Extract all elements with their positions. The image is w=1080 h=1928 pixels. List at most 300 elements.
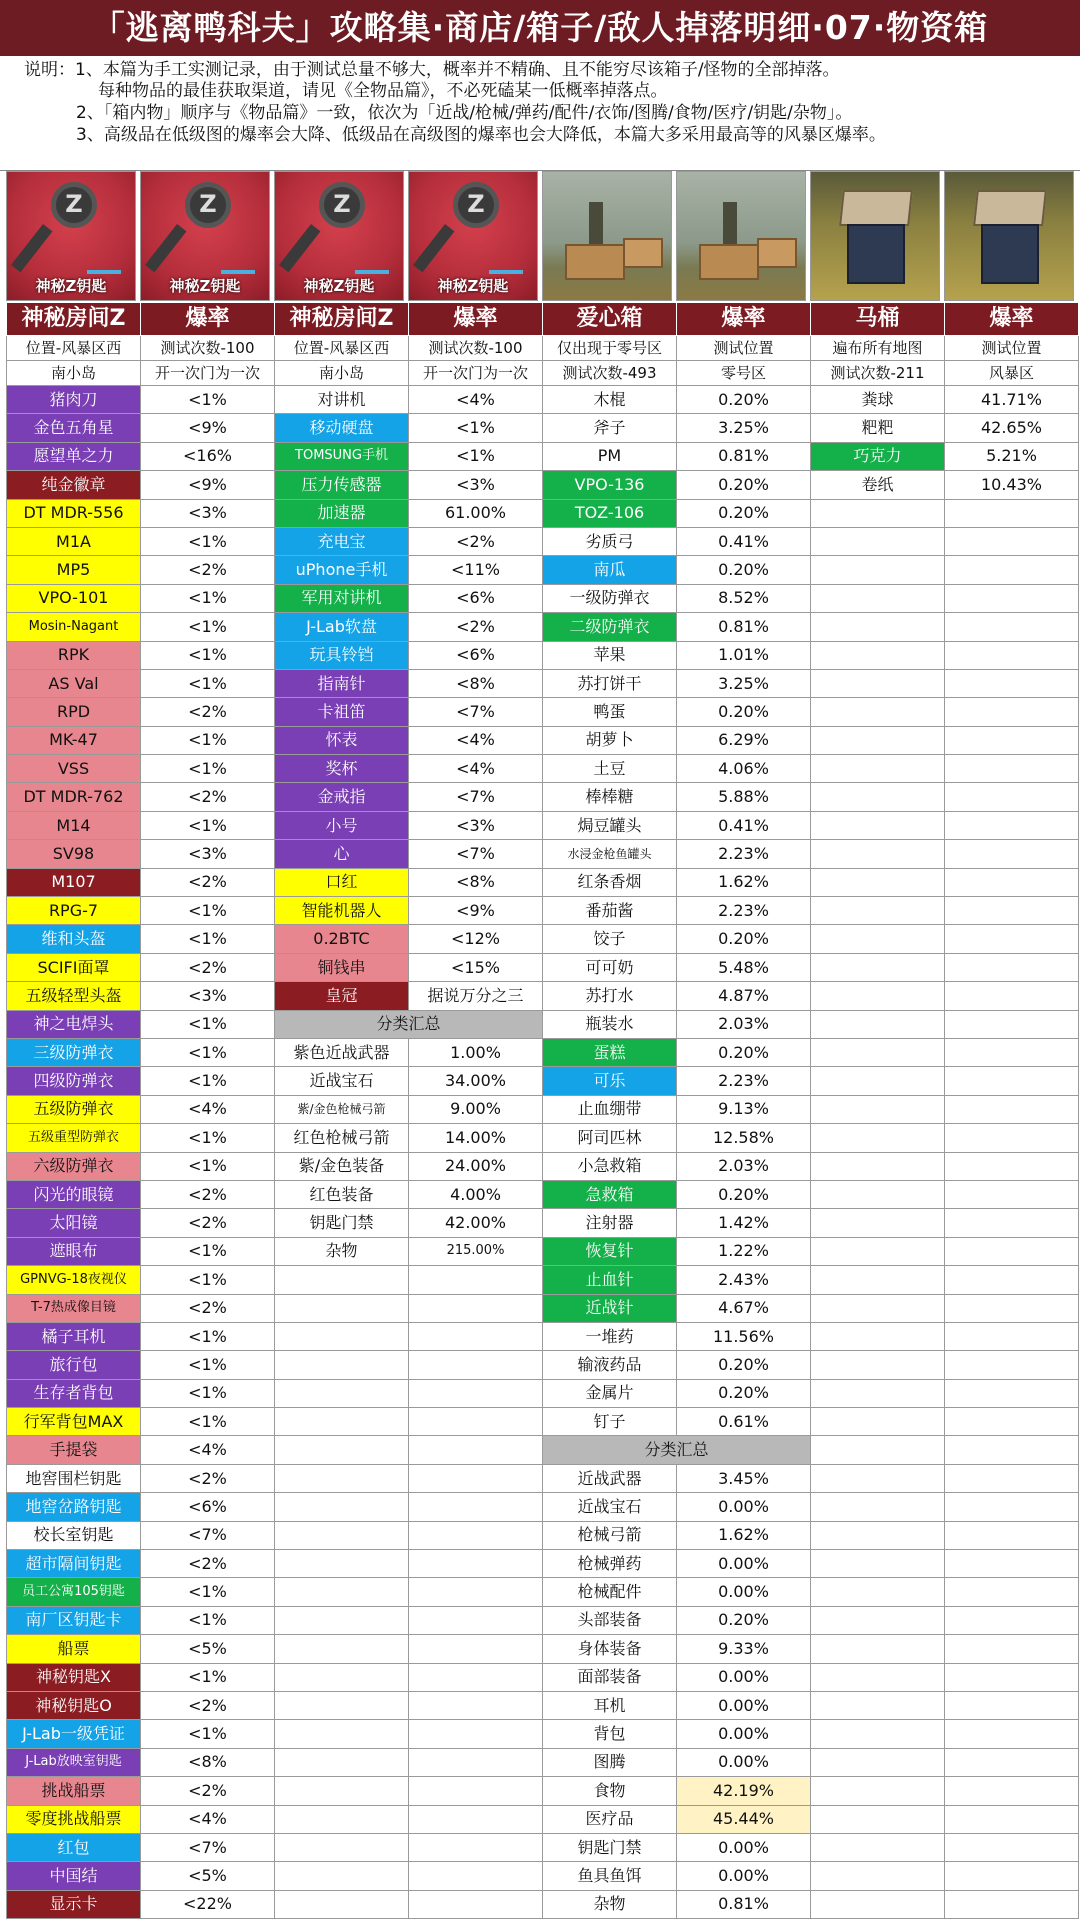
item-cell: 二级防弹衣 <box>543 613 677 641</box>
rate-cell: <1% <box>141 1237 275 1265</box>
item-cell: 智能机器人 <box>275 897 409 925</box>
item-cell: PM <box>543 442 677 470</box>
item-cell: RPD <box>7 698 141 726</box>
item-cell <box>811 1748 945 1776</box>
rate-cell: 4.87% <box>677 982 811 1010</box>
item-cell: 卷纸 <box>811 471 945 499</box>
item-cell: 近战宝石 <box>543 1493 677 1521</box>
rate-cell <box>409 1777 543 1805</box>
item-cell <box>811 1124 945 1152</box>
item-cell <box>811 1635 945 1663</box>
column-header: 马桶 <box>811 303 945 336</box>
rate-cell: 5.21% <box>945 442 1079 470</box>
item-cell <box>811 1777 945 1805</box>
rate-cell <box>945 1606 1079 1634</box>
item-cell: 瓶装水 <box>543 1010 677 1038</box>
outhouse-image <box>810 171 940 301</box>
item-cell: GPNVG-18夜视仪 <box>7 1266 141 1294</box>
rate-cell <box>945 1095 1079 1123</box>
item-cell: 棒棒糖 <box>543 783 677 811</box>
table-row <box>7 1635 1079 1663</box>
item-cell: 急救箱 <box>543 1180 677 1208</box>
rate-cell: 24.00% <box>409 1152 543 1180</box>
rate-cell: <1% <box>141 527 275 555</box>
item-cell <box>811 1180 945 1208</box>
rate-cell: 3.25% <box>677 669 811 697</box>
rate-cell: 据说万分之三 <box>409 982 543 1010</box>
rate-cell <box>945 783 1079 811</box>
item-cell <box>275 1294 409 1322</box>
table-row <box>7 414 1079 442</box>
item-cell: 钥匙门禁 <box>543 1833 677 1861</box>
rate-cell: <2% <box>141 1550 275 1578</box>
rate-cell <box>945 641 1079 669</box>
table-row <box>7 1521 1079 1549</box>
rate-cell <box>945 840 1079 868</box>
table-row <box>7 982 1079 1010</box>
image-row <box>6 171 1078 301</box>
rate-cell <box>409 1862 543 1890</box>
table-row <box>7 1833 1079 1861</box>
item-cell: 太阳镜 <box>7 1209 141 1237</box>
rate-cell: 5.48% <box>677 953 811 981</box>
table-row <box>7 783 1079 811</box>
rate-cell: <4% <box>409 726 543 754</box>
rate-cell: 9.33% <box>677 1635 811 1663</box>
item-cell: 饺子 <box>543 925 677 953</box>
item-cell: 手提袋 <box>7 1436 141 1464</box>
item-cell <box>275 1777 409 1805</box>
rate-cell: <7% <box>141 1833 275 1861</box>
rate-cell <box>945 1890 1079 1918</box>
rate-cell <box>945 499 1079 527</box>
image-caption: 神秘Z钥匙 <box>35 277 107 295</box>
rate-cell: 0.20% <box>677 386 811 414</box>
rate-cell: 0.00% <box>677 1663 811 1691</box>
item-cell: 土豆 <box>543 755 677 783</box>
item-cell: MP5 <box>7 556 141 584</box>
item-cell: 神秘钥匙X <box>7 1663 141 1691</box>
rate-cell: <8% <box>409 669 543 697</box>
rate-cell: 0.00% <box>677 1691 811 1719</box>
love-crate-image <box>676 171 806 301</box>
rate-cell: <1% <box>409 414 543 442</box>
item-cell <box>811 1038 945 1066</box>
item-cell: 钉子 <box>543 1408 677 1436</box>
rate-cell: <1% <box>141 897 275 925</box>
rate-cell: 0.20% <box>677 1180 811 1208</box>
rate-cell: 8.52% <box>677 584 811 612</box>
table-row <box>7 1124 1079 1152</box>
item-cell: J-Lab一级凭证 <box>7 1720 141 1748</box>
subheader-cell: 开一次门为一次 <box>141 361 275 386</box>
rate-cell <box>409 1521 543 1549</box>
rate-cell: <3% <box>409 471 543 499</box>
subheader-cell: 测试位置 <box>945 336 1079 361</box>
item-cell <box>275 1351 409 1379</box>
item-cell: DT MDR-556 <box>7 499 141 527</box>
table-row <box>7 953 1079 981</box>
item-cell: VPO-101 <box>7 584 141 612</box>
column-header: 爱心箱 <box>543 303 677 336</box>
rate-cell <box>945 1237 1079 1265</box>
rate-cell: 0.20% <box>677 698 811 726</box>
rate-cell <box>409 1493 543 1521</box>
rate-cell: <8% <box>409 868 543 896</box>
rate-cell: 41.71% <box>945 386 1079 414</box>
rate-cell: 0.41% <box>677 811 811 839</box>
item-cell: 卡祖笛 <box>275 698 409 726</box>
rate-cell <box>945 1180 1079 1208</box>
item-cell: 心 <box>275 840 409 868</box>
table-row <box>7 499 1079 527</box>
rate-cell: <1% <box>141 1351 275 1379</box>
item-cell <box>275 1805 409 1833</box>
item-cell: RPG-7 <box>7 897 141 925</box>
rate-cell <box>945 1408 1079 1436</box>
item-cell: TOZ-106 <box>543 499 677 527</box>
rate-cell: <1% <box>141 1322 275 1350</box>
mystery-key-image: Z 神秘Z钥匙 <box>408 171 538 301</box>
item-cell: 紫色近战武器 <box>275 1038 409 1066</box>
rate-cell: 0.20% <box>677 471 811 499</box>
item-cell <box>275 1606 409 1634</box>
rate-cell: <1% <box>141 755 275 783</box>
item-cell: AS Val <box>7 669 141 697</box>
rate-cell: <1% <box>141 584 275 612</box>
rate-cell: <2% <box>141 556 275 584</box>
item-cell <box>275 1720 409 1748</box>
item-cell: 铜钱串 <box>275 953 409 981</box>
item-cell: 水浸金枪鱼罐头 <box>543 840 677 868</box>
item-cell: 可乐 <box>543 1067 677 1095</box>
column-header: 爆率 <box>409 303 543 336</box>
rate-cell: 0.00% <box>677 1720 811 1748</box>
rate-cell: 0.00% <box>677 1862 811 1890</box>
table-row <box>7 442 1079 470</box>
item-cell: 充电宝 <box>275 527 409 555</box>
rate-cell: <1% <box>141 1152 275 1180</box>
item-cell: 医疗品 <box>543 1805 677 1833</box>
item-cell: 四级防弹衣 <box>7 1067 141 1095</box>
rate-cell: 0.00% <box>677 1833 811 1861</box>
subheader-cell: 零号区 <box>677 361 811 386</box>
table-row <box>7 868 1079 896</box>
item-cell <box>275 1691 409 1719</box>
item-cell: 头部装备 <box>543 1606 677 1634</box>
image-caption: 神秘Z钥匙 <box>303 277 375 295</box>
item-cell <box>811 584 945 612</box>
item-cell <box>811 1010 945 1038</box>
table-row <box>7 1720 1079 1748</box>
subheader-cell: 测试次数-493 <box>543 361 677 386</box>
table-row <box>7 897 1079 925</box>
item-cell: 南瓜 <box>543 556 677 584</box>
table-row <box>7 1067 1079 1095</box>
rate-cell <box>409 1606 543 1634</box>
rate-cell: <1% <box>141 613 275 641</box>
rate-cell <box>945 1294 1079 1322</box>
item-cell: 恢复针 <box>543 1237 677 1265</box>
item-cell <box>275 1408 409 1436</box>
rate-cell <box>945 1635 1079 1663</box>
table-row <box>7 1550 1079 1578</box>
rate-cell: <2% <box>141 953 275 981</box>
item-cell <box>811 698 945 726</box>
item-cell: 压力传感器 <box>275 471 409 499</box>
table-row <box>7 471 1079 499</box>
rate-cell: 3.25% <box>677 414 811 442</box>
table-row <box>7 527 1079 555</box>
item-cell <box>275 1266 409 1294</box>
item-cell: 皇冠 <box>275 982 409 1010</box>
rate-cell: 0.20% <box>677 925 811 953</box>
rate-cell <box>409 1379 543 1407</box>
rate-cell <box>409 1748 543 1776</box>
rate-cell: 9.13% <box>677 1095 811 1123</box>
item-cell: 苏打饼干 <box>543 669 677 697</box>
item-cell: 超市隔间钥匙 <box>7 1550 141 1578</box>
table-row <box>7 1805 1079 1833</box>
image-caption: 神秘Z钥匙 <box>169 277 241 295</box>
column-header: 爆率 <box>677 303 811 336</box>
table-row <box>7 1663 1079 1691</box>
rate-cell <box>945 1862 1079 1890</box>
item-cell: 近战针 <box>543 1294 677 1322</box>
rate-cell <box>945 1436 1079 1464</box>
rate-cell <box>945 868 1079 896</box>
subheader-cell: 位置-风暴区西 <box>7 336 141 361</box>
rate-cell: <9% <box>409 897 543 925</box>
item-cell <box>275 1833 409 1861</box>
item-cell: J-Lab放映室钥匙 <box>7 1748 141 1776</box>
rate-cell <box>945 1010 1079 1038</box>
rate-cell: <2% <box>141 1464 275 1492</box>
item-cell <box>275 1862 409 1890</box>
rate-cell <box>945 613 1079 641</box>
table-row <box>7 840 1079 868</box>
item-cell <box>811 1691 945 1719</box>
item-cell <box>811 1578 945 1606</box>
item-cell <box>811 1237 945 1265</box>
rate-cell: <6% <box>141 1493 275 1521</box>
item-cell <box>811 755 945 783</box>
rate-cell <box>945 1720 1079 1748</box>
rate-cell: <1% <box>141 1038 275 1066</box>
rate-cell: 5.88% <box>677 783 811 811</box>
item-cell <box>811 783 945 811</box>
table-row <box>7 1379 1079 1407</box>
item-cell <box>811 1095 945 1123</box>
rate-cell: <4% <box>141 1805 275 1833</box>
item-cell: 维和头盔 <box>7 925 141 953</box>
rate-cell <box>409 1635 543 1663</box>
rate-cell: 215.00% <box>409 1237 543 1265</box>
table-row <box>7 755 1079 783</box>
item-cell: 食物 <box>543 1777 677 1805</box>
rate-cell: <11% <box>409 556 543 584</box>
rate-cell: 1.42% <box>677 1209 811 1237</box>
rate-cell: 1.62% <box>677 1521 811 1549</box>
rate-cell: 0.20% <box>677 1038 811 1066</box>
table-row <box>7 1464 1079 1492</box>
table-row <box>7 1266 1079 1294</box>
rate-cell: <1% <box>141 1606 275 1634</box>
table-row <box>7 613 1079 641</box>
table-row <box>7 1691 1079 1719</box>
note-line-2: 每种物品的最佳获取渠道，请见《全物品篇》，不必死磕某一低概率掉落点。 <box>98 81 668 101</box>
item-cell: 猪肉刀 <box>7 386 141 414</box>
rate-cell: <12% <box>409 925 543 953</box>
table-row <box>7 1095 1079 1123</box>
item-cell: 一堆药 <box>543 1322 677 1350</box>
subheader-cell: 仅出现于零号区 <box>543 336 677 361</box>
item-cell: 注射器 <box>543 1209 677 1237</box>
item-cell: 六级防弹衣 <box>7 1152 141 1180</box>
item-cell <box>811 1322 945 1350</box>
column-header: 神秘房间Z <box>275 303 409 336</box>
rate-cell: <5% <box>141 1635 275 1663</box>
rate-cell: 12.58% <box>677 1124 811 1152</box>
rate-cell: 11.56% <box>677 1322 811 1350</box>
item-cell: 近战武器 <box>543 1464 677 1492</box>
item-cell: 劣质弓 <box>543 527 677 555</box>
rate-cell <box>945 1464 1079 1492</box>
rate-cell: <1% <box>141 641 275 669</box>
item-cell: 近战宝石 <box>275 1067 409 1095</box>
table-row <box>7 1237 1079 1265</box>
item-cell: 金戒指 <box>275 783 409 811</box>
item-cell: 番茄酱 <box>543 897 677 925</box>
rate-cell <box>409 1890 543 1918</box>
item-cell: 五级轻型头盔 <box>7 982 141 1010</box>
rate-cell <box>945 1493 1079 1521</box>
table-row <box>7 1209 1079 1237</box>
item-cell: TOMSUNG手机 <box>275 442 409 470</box>
rate-cell <box>945 982 1079 1010</box>
item-cell <box>811 1464 945 1492</box>
item-cell <box>275 1464 409 1492</box>
item-cell: 旅行包 <box>7 1351 141 1379</box>
rate-cell: 0.81% <box>677 1890 811 1918</box>
item-cell: 杂物 <box>543 1890 677 1918</box>
item-cell <box>811 527 945 555</box>
rate-cell: <1% <box>409 442 543 470</box>
rate-cell <box>945 1351 1079 1379</box>
item-cell: VPO-136 <box>543 471 677 499</box>
rate-cell: <1% <box>141 1124 275 1152</box>
item-cell: 军用对讲机 <box>275 584 409 612</box>
rate-cell: 6.29% <box>677 726 811 754</box>
table-row <box>7 1493 1079 1521</box>
rate-cell: 1.62% <box>677 868 811 896</box>
item-cell: 鱼具鱼饵 <box>543 1862 677 1890</box>
rate-cell <box>945 669 1079 697</box>
rate-cell: <22% <box>141 1890 275 1918</box>
rate-cell: 2.03% <box>677 1010 811 1038</box>
item-cell <box>811 1550 945 1578</box>
rate-cell: 10.43% <box>945 471 1079 499</box>
subheader-row <box>7 361 1079 386</box>
item-cell: 身体装备 <box>543 1635 677 1663</box>
item-cell: 木棍 <box>543 386 677 414</box>
rate-cell: 42.00% <box>409 1209 543 1237</box>
item-cell: RPK <box>7 641 141 669</box>
rate-cell: <1% <box>141 1408 275 1436</box>
item-cell: 显示卡 <box>7 1890 141 1918</box>
item-cell <box>275 1493 409 1521</box>
rate-cell <box>945 755 1079 783</box>
item-cell <box>275 1436 409 1464</box>
rate-cell <box>945 1152 1079 1180</box>
rate-cell: <9% <box>141 471 275 499</box>
item-cell <box>811 1266 945 1294</box>
item-cell: 止血绷带 <box>543 1095 677 1123</box>
rate-cell <box>945 1124 1079 1152</box>
item-cell: 零度挑战船票 <box>7 1805 141 1833</box>
column-header: 爆率 <box>945 303 1079 336</box>
item-cell <box>811 840 945 868</box>
item-cell: 输液药品 <box>543 1351 677 1379</box>
header-row <box>7 303 1079 336</box>
item-cell: 苏打水 <box>543 982 677 1010</box>
table-row <box>7 556 1079 584</box>
table-row <box>7 1180 1079 1208</box>
rate-cell: 2.23% <box>677 1067 811 1095</box>
item-cell <box>811 669 945 697</box>
item-cell: 胡萝卜 <box>543 726 677 754</box>
item-cell: 钥匙门禁 <box>275 1209 409 1237</box>
item-cell: MK-47 <box>7 726 141 754</box>
item-cell: 行军背包MAX <box>7 1408 141 1436</box>
item-cell: 小急救箱 <box>543 1152 677 1180</box>
item-cell: 指南针 <box>275 669 409 697</box>
item-cell <box>811 1805 945 1833</box>
page-title: 「逃离鸭科夫」攻略集·商店/箱子/敌人掉落明细·07·物资箱 <box>0 0 1080 56</box>
rate-cell <box>945 1550 1079 1578</box>
rate-cell <box>945 556 1079 584</box>
rate-cell: <1% <box>141 925 275 953</box>
item-cell: 小号 <box>275 811 409 839</box>
item-cell <box>811 1209 945 1237</box>
table-row <box>7 1777 1079 1805</box>
rate-cell <box>409 1805 543 1833</box>
table-row <box>7 811 1079 839</box>
item-cell <box>275 1550 409 1578</box>
item-cell: 0.2BTC <box>275 925 409 953</box>
item-cell: 枪械配件 <box>543 1578 677 1606</box>
rate-cell <box>945 698 1079 726</box>
table-row <box>7 1038 1079 1066</box>
rate-cell <box>945 1322 1079 1350</box>
rate-cell: 0.00% <box>677 1578 811 1606</box>
rate-cell <box>945 1663 1079 1691</box>
table-row <box>7 698 1079 726</box>
item-cell: DT MDR-762 <box>7 783 141 811</box>
item-cell: 船票 <box>7 1635 141 1663</box>
item-cell <box>275 1578 409 1606</box>
rate-cell: 1.01% <box>677 641 811 669</box>
item-cell <box>811 1294 945 1322</box>
rate-cell: <1% <box>141 1379 275 1407</box>
subheader-cell: 遍布所有地图 <box>811 336 945 361</box>
subheader-cell: 南小岛 <box>275 361 409 386</box>
rate-cell: 2.43% <box>677 1266 811 1294</box>
rate-cell: <3% <box>409 811 543 839</box>
item-cell: 紫/金色装备 <box>275 1152 409 1180</box>
item-cell: 闪光的眼镜 <box>7 1180 141 1208</box>
item-cell <box>811 1067 945 1095</box>
